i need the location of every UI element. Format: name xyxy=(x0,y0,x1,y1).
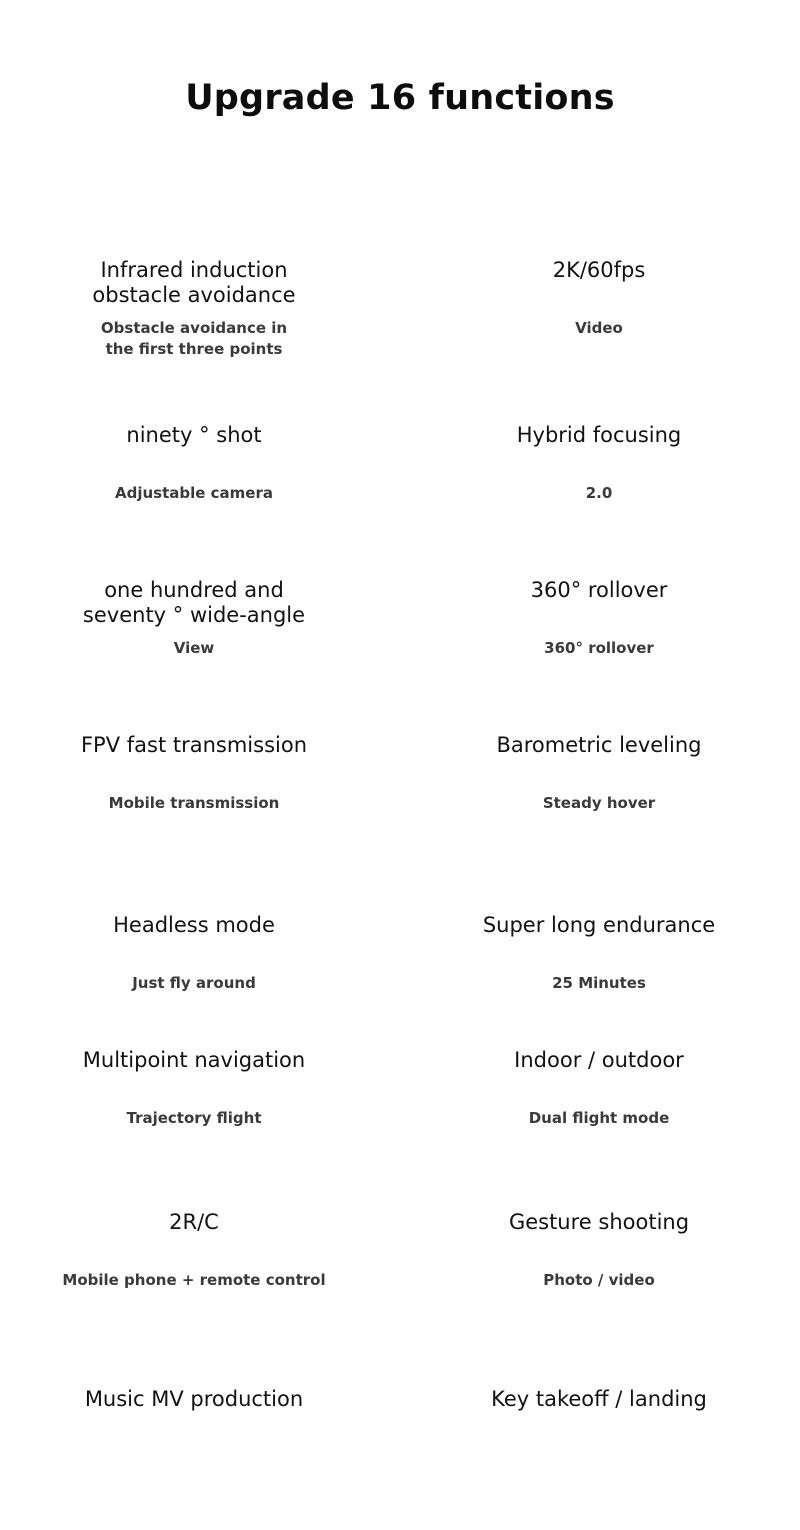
feature-barometric-leveling xyxy=(419,733,779,814)
feature-description: 360° rollover xyxy=(544,639,654,657)
feature-infrared-obstacle-avoidance xyxy=(14,258,374,360)
feature-name: Multipoint navigation xyxy=(82,1048,306,1072)
feature-description: Video xyxy=(575,319,623,337)
feature-music-mv xyxy=(14,1387,374,1412)
feature-name: Gesture shooting xyxy=(508,1210,690,1234)
feature-description: 25 Minutes xyxy=(552,974,646,992)
feature-multipoint-navigation xyxy=(14,1048,374,1129)
feature-headless-mode xyxy=(14,913,374,994)
feature-ninety-degree-shot xyxy=(14,423,374,504)
feature-description: Mobile phone + remote control xyxy=(62,1271,326,1289)
feature-name: Super long endurance xyxy=(482,913,716,937)
feature-hybrid-focusing xyxy=(419,423,779,504)
feature-name: Music MV production xyxy=(84,1387,304,1411)
feature-name: Key takeoff / landing xyxy=(491,1387,707,1411)
feature-fpv-transmission xyxy=(14,733,374,814)
feature-2k-60fps xyxy=(419,258,779,339)
feature-description: Photo / video xyxy=(543,1271,655,1289)
feature-description: View xyxy=(173,639,215,657)
feature-name: Barometric leveling xyxy=(496,733,702,757)
feature-name: 360° rollover xyxy=(530,578,668,602)
feature-long-endurance xyxy=(419,913,779,994)
feature-name: FPV fast transmission xyxy=(80,733,308,757)
feature-description: Adjustable camera xyxy=(115,484,273,502)
feature-name: 2K/60fps xyxy=(552,258,646,282)
feature-description: Dual flight mode xyxy=(528,1109,670,1127)
feature-indoor-outdoor xyxy=(419,1048,779,1129)
feature-description: Steady hover xyxy=(542,794,656,812)
page-title: Upgrade 16 functions xyxy=(185,78,615,118)
feature-name: 2R/C xyxy=(169,1210,219,1234)
feature-wide-angle xyxy=(14,578,374,659)
feature-description: Just fly around xyxy=(132,974,256,992)
feature-description: 2.0 xyxy=(585,484,613,502)
feature-name: one hundred and seventy ° wide-angle xyxy=(82,578,306,627)
feature-key-takeoff-landing xyxy=(419,1387,779,1412)
feature-360-rollover xyxy=(419,578,779,659)
feature-name: Indoor / outdoor xyxy=(514,1048,684,1072)
feature-name: Infrared induction obstacle avoidance xyxy=(92,258,296,307)
feature-description: Mobile transmission xyxy=(108,794,280,812)
feature-name: Headless mode xyxy=(113,913,275,937)
feature-name: ninety ° shot xyxy=(126,423,262,447)
feature-description: Obstacle avoidance in the first three points xyxy=(100,319,288,358)
feature-gesture-shooting xyxy=(419,1210,779,1291)
feature-name: Hybrid focusing xyxy=(516,423,682,447)
feature-2rc xyxy=(14,1210,374,1291)
feature-description: Trajectory flight xyxy=(126,1109,262,1127)
